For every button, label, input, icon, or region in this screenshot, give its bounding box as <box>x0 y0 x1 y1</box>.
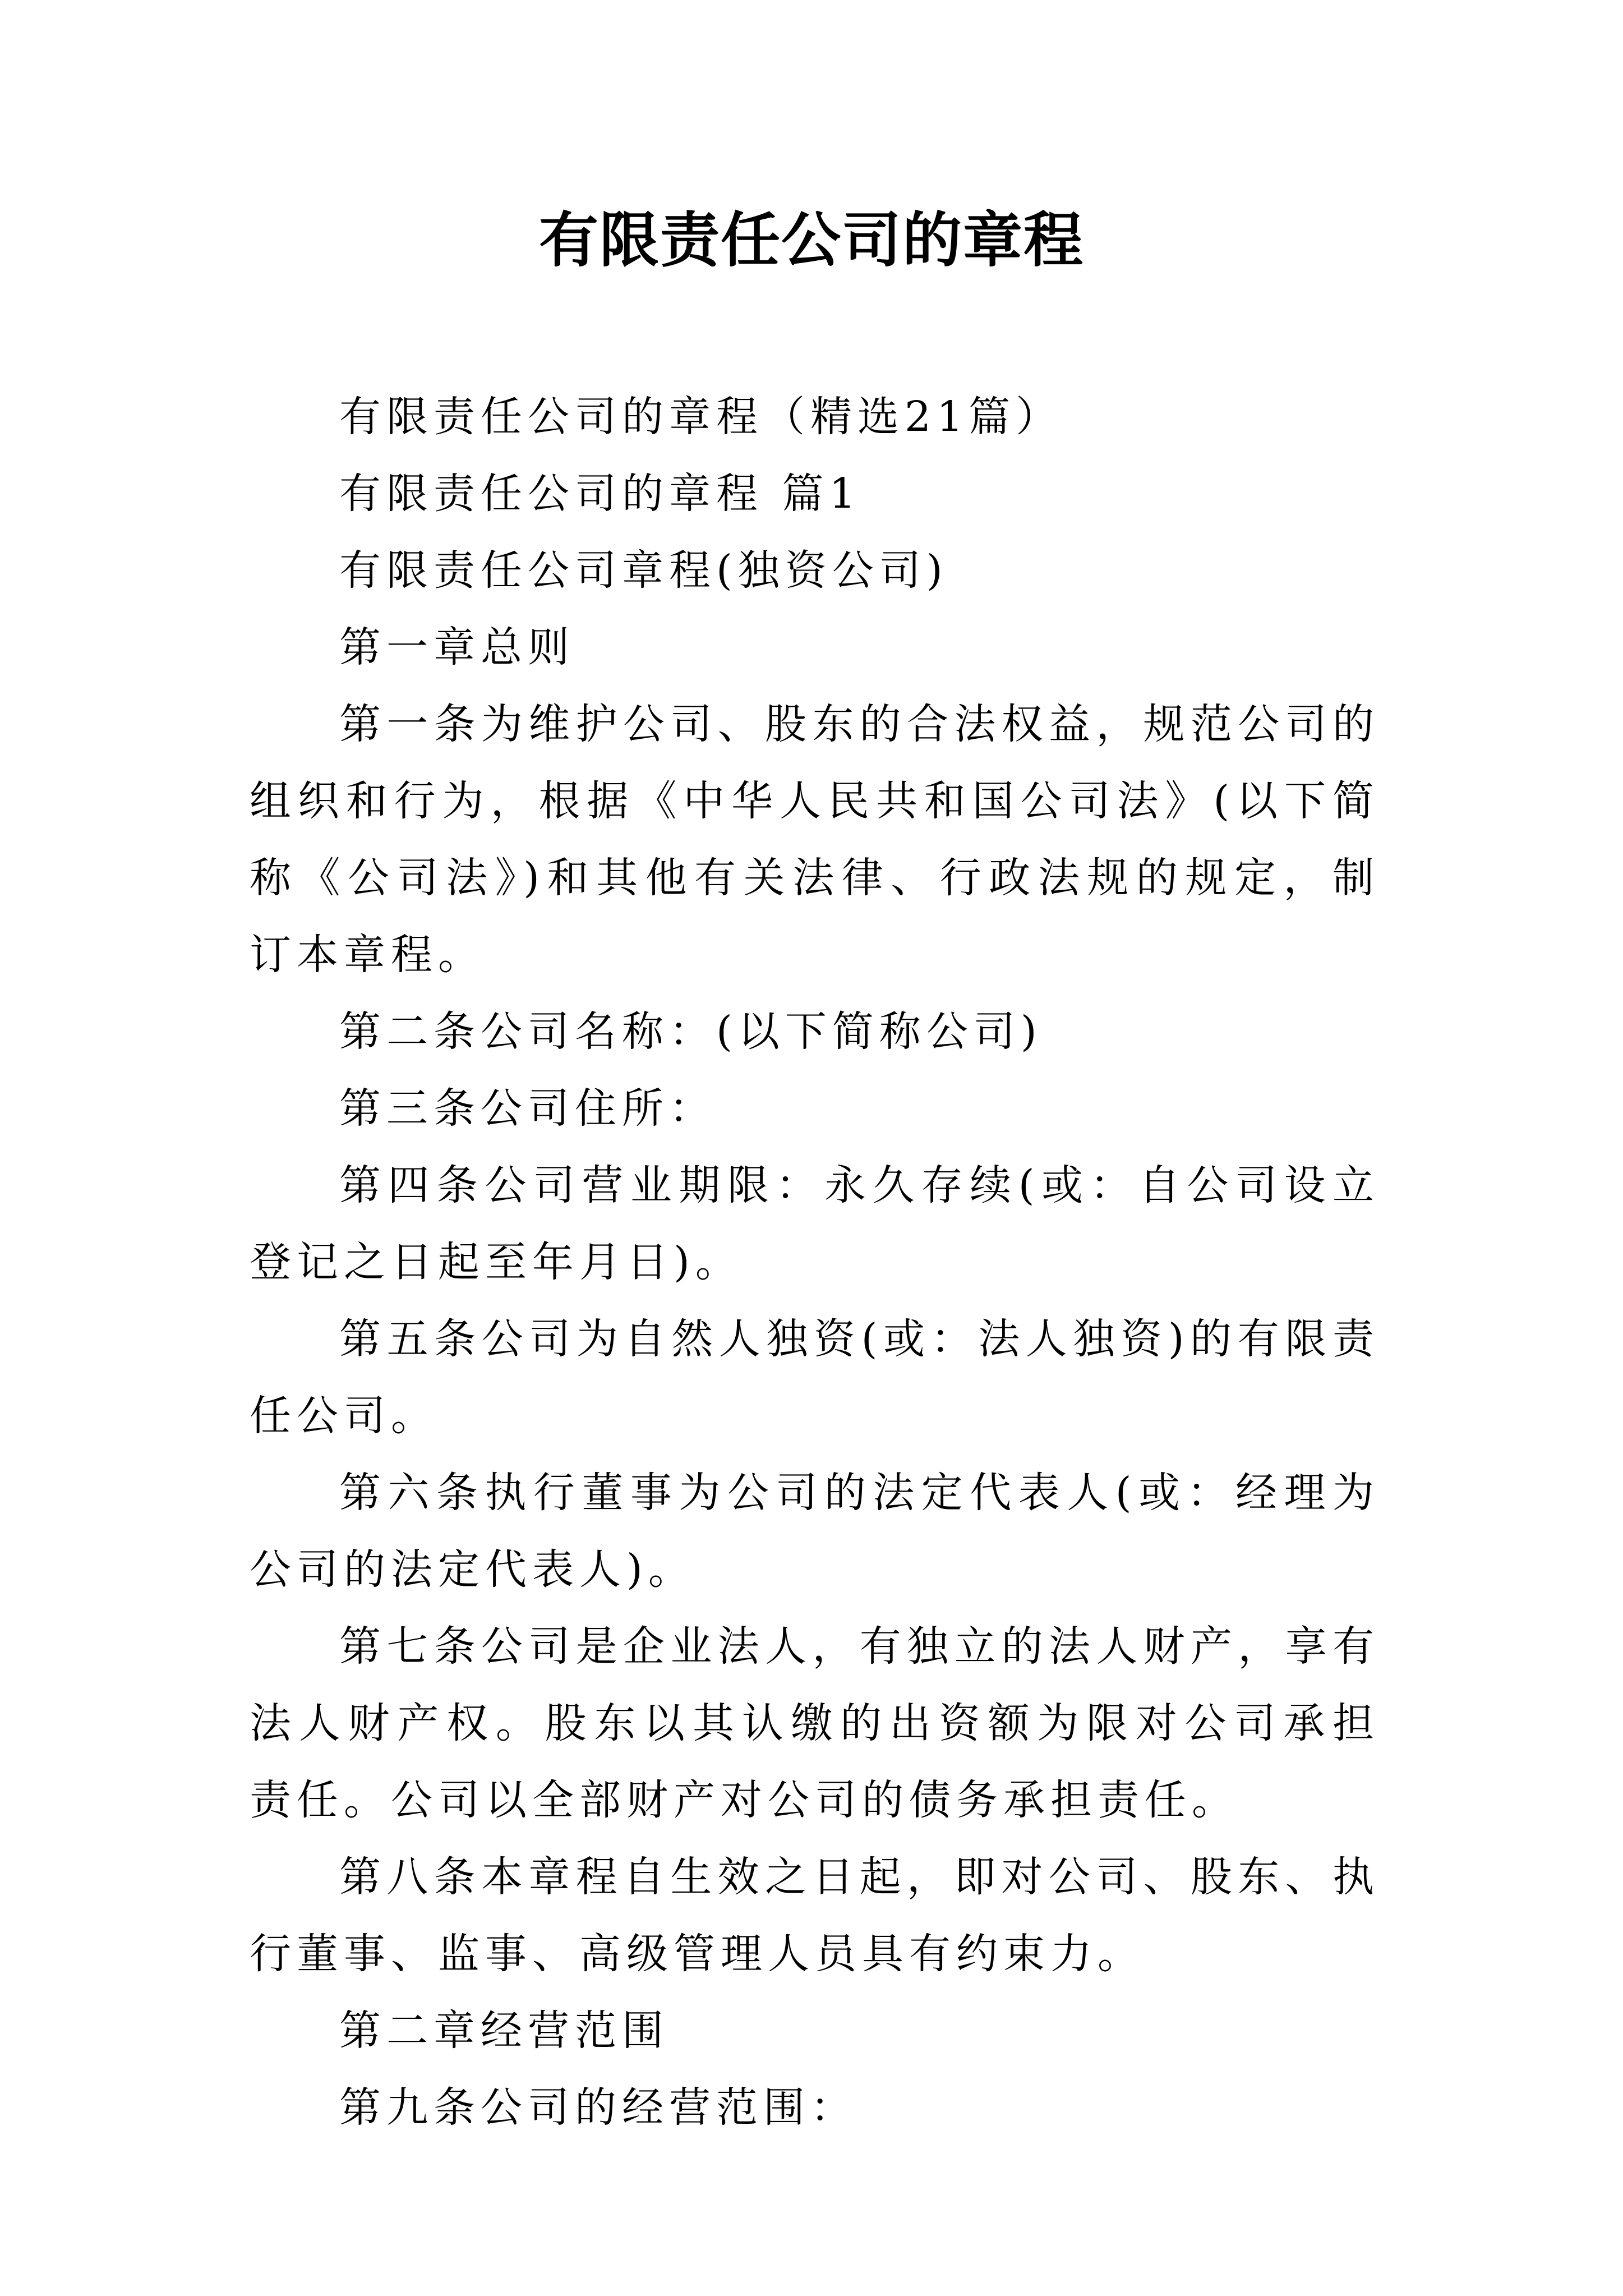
paragraph: 第七条公司是企业法人，有独立的法人财产，享有法人财产权。股东以其认缴的出资额为限对公司承担责任。公司以全部财产对公司的债务承担责任。 <box>250 1622 1380 1824</box>
document-title: 有限责任公司的章程 <box>539 205 1084 275</box>
paragraph: 第二条公司名称：(以下简称公司) <box>339 1007 1043 1056</box>
chapter-heading: 第二章经营范围 <box>339 2007 669 2055</box>
paragraph: 第六条执行董事为公司的法定代表人(或：经理为公司的法定代表人)。 <box>250 1469 1380 1594</box>
paragraph: 有限责任公司的章程（精选21篇） <box>339 393 1063 441</box>
paragraph: 第三条公司住所： <box>339 1084 716 1133</box>
paragraph: 第五条公司为自然人独资(或：法人独资)的有限责任公司。 <box>250 1315 1380 1440</box>
paragraph: 第四条公司营业期限：永久存续(或：自公司设立登记之日起至年月日)。 <box>250 1161 1380 1286</box>
paragraph: 有限责任公司的章程 篇1 <box>339 470 861 518</box>
paragraph: 第一条为维护公司、股东的合法权益，规范公司的组织和行为，根据《中华人民共和国公司法》(以下简称《公司法》)和其他有关法律、行政法规的规定，制订本章程。 <box>250 700 1380 979</box>
paragraph: 第八条本章程自生效之日起，即对公司、股东、执行董事、监事、高级管理人员具有约束力。 <box>250 1853 1380 1978</box>
paragraph: 有限责任公司章程(独资公司) <box>339 546 948 595</box>
chapter-heading: 第一章总则 <box>339 623 575 671</box>
document-body <box>250 379 1380 2146</box>
paragraph: 第九条公司的经营范围： <box>339 2083 857 2132</box>
